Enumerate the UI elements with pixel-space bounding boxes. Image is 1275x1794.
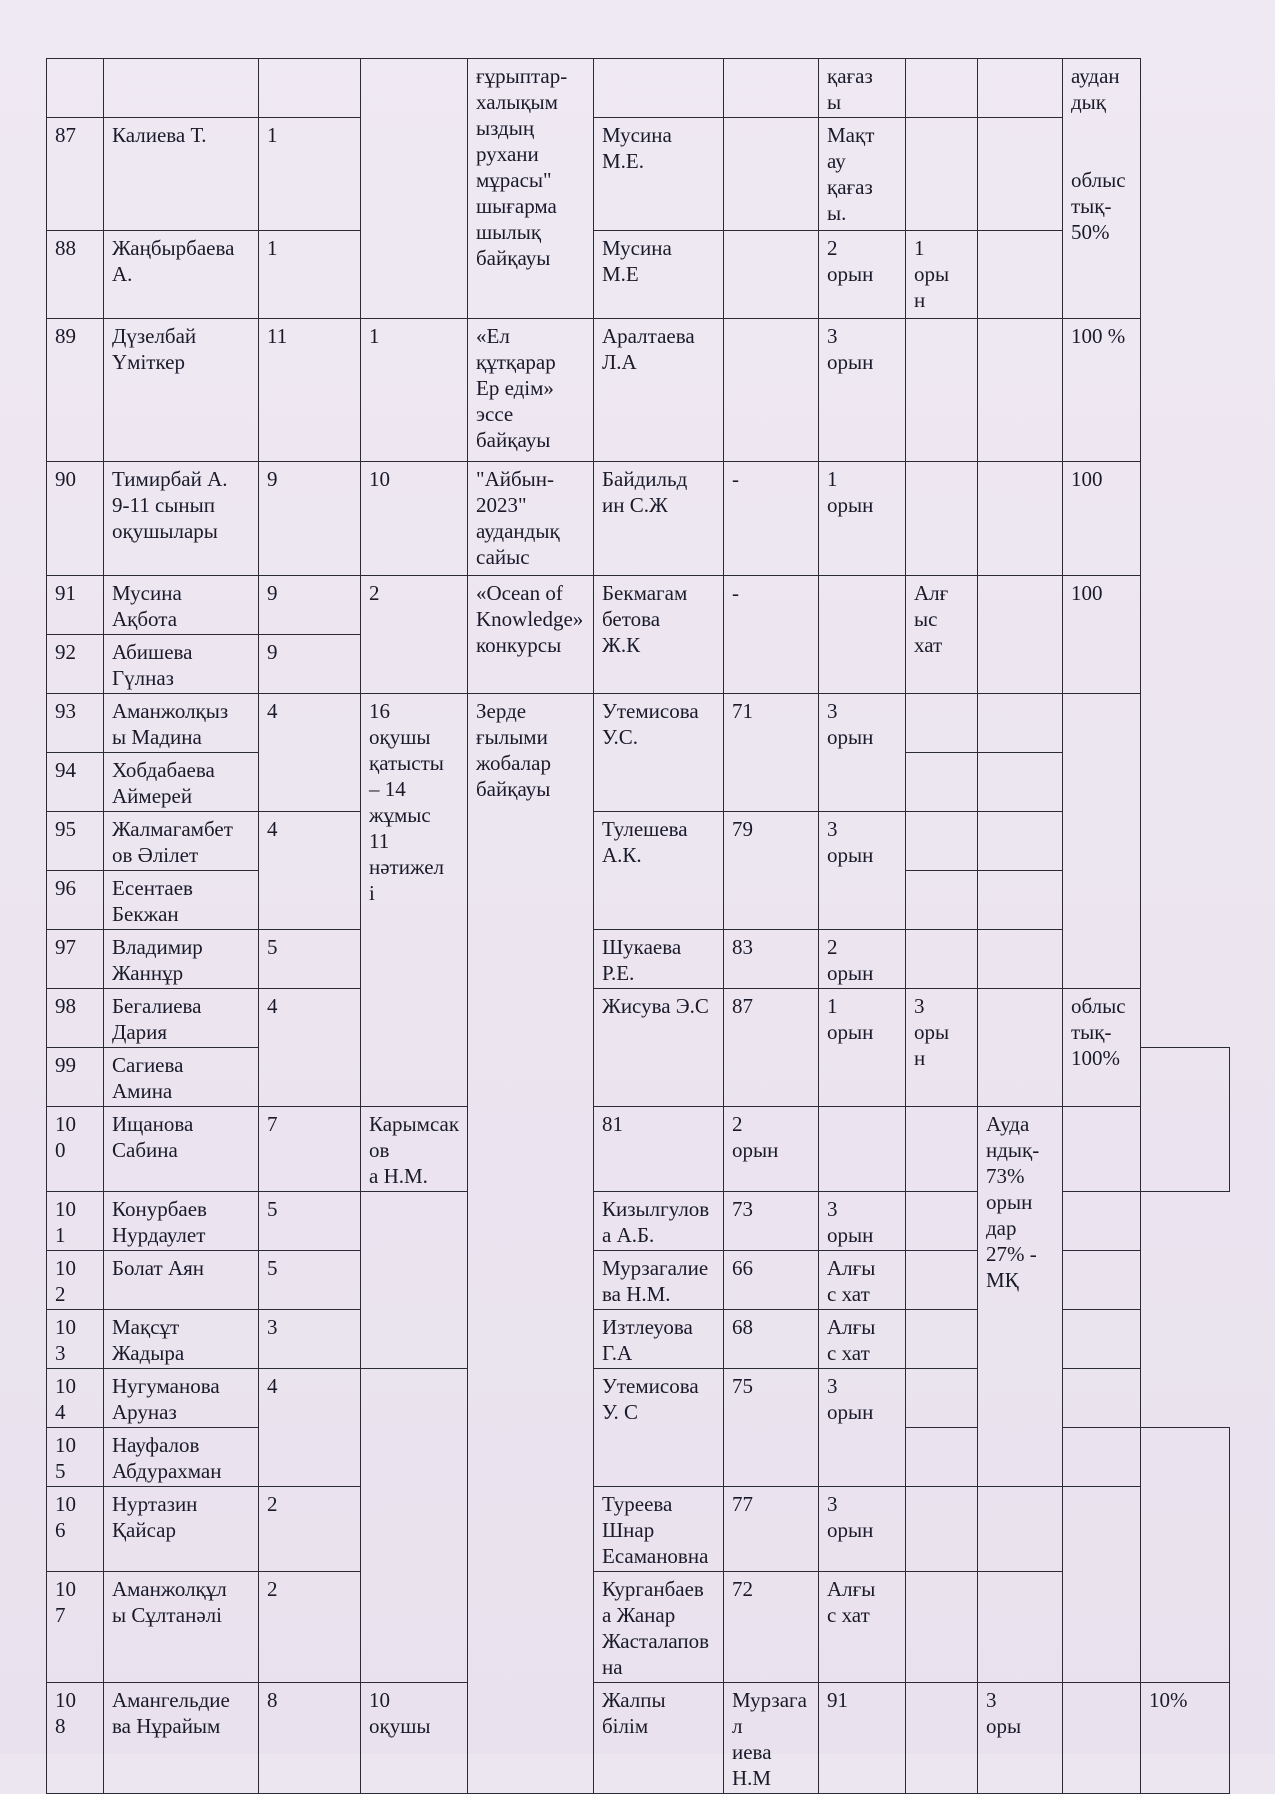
result-cell: 3 орын (819, 1487, 906, 1572)
student-name: Жалмагамбет ов Әлілет (104, 812, 259, 871)
result-cell: 3 орын (819, 319, 906, 462)
teacher-cell: Утемисова У.С. (594, 694, 724, 812)
student-name: Конурбаев Нурдаулет (104, 1192, 259, 1251)
row-number: 93 (47, 694, 104, 753)
event-cell: ғұрыптар- халықым ыздың рухани мұрасы" шығарма шылық байқауы (468, 59, 594, 319)
event-cell: «Ел құтқарар Ер едім» эссе байқауы (468, 319, 594, 462)
result-cell: Алғы с хат (819, 1572, 906, 1683)
score-cell: - (724, 576, 819, 694)
teacher-cell: Мусина М.Е (594, 231, 724, 319)
grade-cell: 1 (259, 231, 361, 319)
student-name: Нугуманова Аруназ (104, 1369, 259, 1428)
result-cell: 2 орын (819, 930, 906, 989)
score-cell: 79 (724, 812, 819, 930)
table-row (47, 1683, 1230, 1794)
row-number: 10 2 (47, 1251, 104, 1310)
table-row (47, 1487, 1230, 1572)
result-cell: 3 орын (819, 1192, 906, 1251)
teacher-cell: Тулешева А.К. (594, 812, 724, 930)
student-name: Хобдабаева Аймерей (104, 753, 259, 812)
grade-cell: 2 (259, 1487, 361, 1572)
score-cell: 73 (724, 1192, 819, 1251)
result-cell: 2 орын (724, 1107, 819, 1192)
teacher-cell: Кизылгулов а А.Б. (594, 1192, 724, 1251)
row-number: 10 8 (47, 1683, 104, 1794)
extra-result-cell: 3 оры (978, 1683, 1063, 1794)
table-row (47, 118, 1230, 231)
table-row (47, 576, 1230, 635)
event-cell: Жалпы білім (594, 1683, 724, 1794)
extra-result-cell: Алғ ыс хат (906, 576, 978, 694)
row-number: 94 (47, 753, 104, 812)
student-name: Болат Аян (104, 1251, 259, 1310)
grade-cell: 4 (259, 694, 361, 812)
score-cell: 81 (594, 1107, 724, 1192)
row-number: 87 (47, 118, 104, 231)
teacher-cell: Курганбаев а Жанар Жасталапов на (594, 1572, 724, 1683)
table-row (47, 989, 1230, 1048)
student-name: Жаңбырбаева А. (104, 231, 259, 319)
grade-cell: 11 (259, 319, 361, 462)
score-cell: 91 (819, 1683, 906, 1794)
row-number: 10 7 (47, 1572, 104, 1683)
student-name: Мусина Ақбота (104, 576, 259, 635)
row-number: 10 5 (47, 1428, 104, 1487)
row-number: 89 (47, 319, 104, 462)
teacher-cell: Шукаева Р.Е. (594, 930, 724, 989)
result-cell: 3 орын (819, 694, 906, 812)
student-name: Амангельдие ва Нұрайым (104, 1683, 259, 1794)
count-cell: 10 оқушы (361, 1683, 468, 1794)
score-cell: 71 (724, 694, 819, 812)
result-cell: 1 орын (819, 462, 906, 576)
student-name: Абишева Гүлназ (104, 635, 259, 694)
grade-cell: 8 (259, 1683, 361, 1794)
row-number: 10 0 (47, 1107, 104, 1192)
event-cell: «Ocean of Knowledge» конкурсы (468, 576, 594, 694)
table-row (47, 1572, 1230, 1683)
row-number: 99 (47, 1048, 104, 1107)
percent-cell: 10% (1141, 1683, 1230, 1794)
teacher-cell: Мусина М.Е. (594, 118, 724, 231)
row-number: 10 6 (47, 1487, 104, 1572)
row-number: 90 (47, 462, 104, 576)
row-number: 98 (47, 989, 104, 1048)
row-number: 95 (47, 812, 104, 871)
result-cell: Алғы с хат (819, 1310, 906, 1369)
extra-result-cell: 3 оры н (906, 989, 978, 1107)
teacher-cell: Бекмагам бетова Ж.К (594, 576, 724, 694)
grade-cell: 5 (259, 930, 361, 989)
grade-cell: 5 (259, 1251, 361, 1310)
row-number: 88 (47, 231, 104, 319)
teacher-cell: Изтлеуова Г.А (594, 1310, 724, 1369)
grade-cell: 9 (259, 635, 361, 694)
grade-cell: 5 (259, 1192, 361, 1251)
percent-cell: аудан дық облыс тық- 50% (1063, 59, 1141, 319)
percent-cell: 100 (1063, 462, 1141, 576)
table-row (47, 231, 1230, 319)
teacher-cell: Утемисова У. С (594, 1369, 724, 1487)
percent-cell: Ауда ндық- 73% орын дар 27% - МҚ (978, 1107, 1063, 1487)
table-row (47, 812, 1230, 871)
row-number: 96 (47, 871, 104, 930)
grade-cell: 4 (259, 812, 361, 930)
grade-cell: 1 (259, 118, 361, 231)
student-name: Аманжолқұл ы Сұлтанәлі (104, 1572, 259, 1683)
student-name: Сагиева Амина (104, 1048, 259, 1107)
table-row (47, 462, 1230, 576)
result-cell: 3 орын (819, 1369, 906, 1487)
score-cell: 75 (724, 1369, 819, 1487)
table-row (47, 59, 1230, 118)
student-name: Мақсұт Жадыра (104, 1310, 259, 1369)
event-cell: "Айбын- 2023" аудандық сайыс (468, 462, 594, 576)
teacher-cell: Туреева Шнар Есамановна (594, 1487, 724, 1572)
result-cell: 2 орын (819, 231, 906, 319)
row-number: 10 1 (47, 1192, 104, 1251)
row-number: 10 4 (47, 1369, 104, 1428)
student-name: Науфалов Абдурахман (104, 1428, 259, 1487)
teacher-cell: Жисува Э.С (594, 989, 724, 1107)
result-cell: 1 орын (819, 989, 906, 1107)
percent-cell: 100 % (1063, 319, 1141, 462)
percent-cell: 100 (1063, 576, 1141, 694)
student-name: Аманжолқыз ы Мадина (104, 694, 259, 753)
grade-cell: 9 (259, 576, 361, 635)
score-cell: 68 (724, 1310, 819, 1369)
student-name: Ищанова Сабина (104, 1107, 259, 1192)
count-cell: 10 (361, 462, 468, 576)
teacher-cell: Мурзагалие ва Н.М. (594, 1251, 724, 1310)
result-cell: Алғы с хат (819, 1251, 906, 1310)
results-table (46, 58, 1230, 1794)
table-row (47, 694, 1230, 753)
row-number: 10 3 (47, 1310, 104, 1369)
teacher-cell: Мурзагал иева Н.М (724, 1683, 819, 1794)
score-cell: 66 (724, 1251, 819, 1310)
student-name: Нуртазин Қайсар (104, 1487, 259, 1572)
grade-cell: 3 (259, 1310, 361, 1369)
table-row (47, 1107, 1230, 1192)
score-cell: 72 (724, 1572, 819, 1683)
grade-cell: 9 (259, 462, 361, 576)
result-cell: қағаз ы (819, 59, 906, 118)
grade-cell: 2 (259, 1572, 361, 1683)
count-cell: 16 оқушы қатысты – 14 жұмыс 11 нәтижел і (361, 694, 468, 1107)
teacher-cell: Байдильд ин С.Ж (594, 462, 724, 576)
student-name: Дүзелбай Үміткер (104, 319, 259, 462)
row-number: 91 (47, 576, 104, 635)
row-number: 92 (47, 635, 104, 694)
percent-cell: облыс тық- 100% (1063, 989, 1141, 1107)
student-name: Калиева Т. (104, 118, 259, 231)
result-cell: 3 орын (819, 812, 906, 930)
student-name: Бегалиева Дария (104, 989, 259, 1048)
score-cell: 77 (724, 1487, 819, 1572)
grade-cell: 7 (259, 1107, 361, 1192)
table-row (47, 319, 1230, 462)
table-row (47, 930, 1230, 989)
student-name: Тимирбай А. 9-11 сынып оқушылары (104, 462, 259, 576)
row-number: 97 (47, 930, 104, 989)
teacher-cell: Карымсаков а Н.М. (361, 1107, 468, 1192)
score-cell: - (724, 462, 819, 576)
count-cell: 2 (361, 576, 468, 694)
teacher-cell: Аралтаева Л.А (594, 319, 724, 462)
score-cell: 87 (724, 989, 819, 1107)
result-cell: Мақт ау қағаз ы. (819, 118, 906, 231)
extra-result-cell: 1 оры н (906, 231, 978, 319)
score-cell: 83 (724, 930, 819, 989)
grade-cell: 4 (259, 1369, 361, 1487)
student-name: Владимир Жаннұр (104, 930, 259, 989)
event-cell: Зерде ғылыми жобалар байқауы (468, 694, 594, 1794)
student-name: Есентаев Бекжан (104, 871, 259, 930)
count-cell: 1 (361, 319, 468, 462)
grade-cell: 4 (259, 989, 361, 1107)
